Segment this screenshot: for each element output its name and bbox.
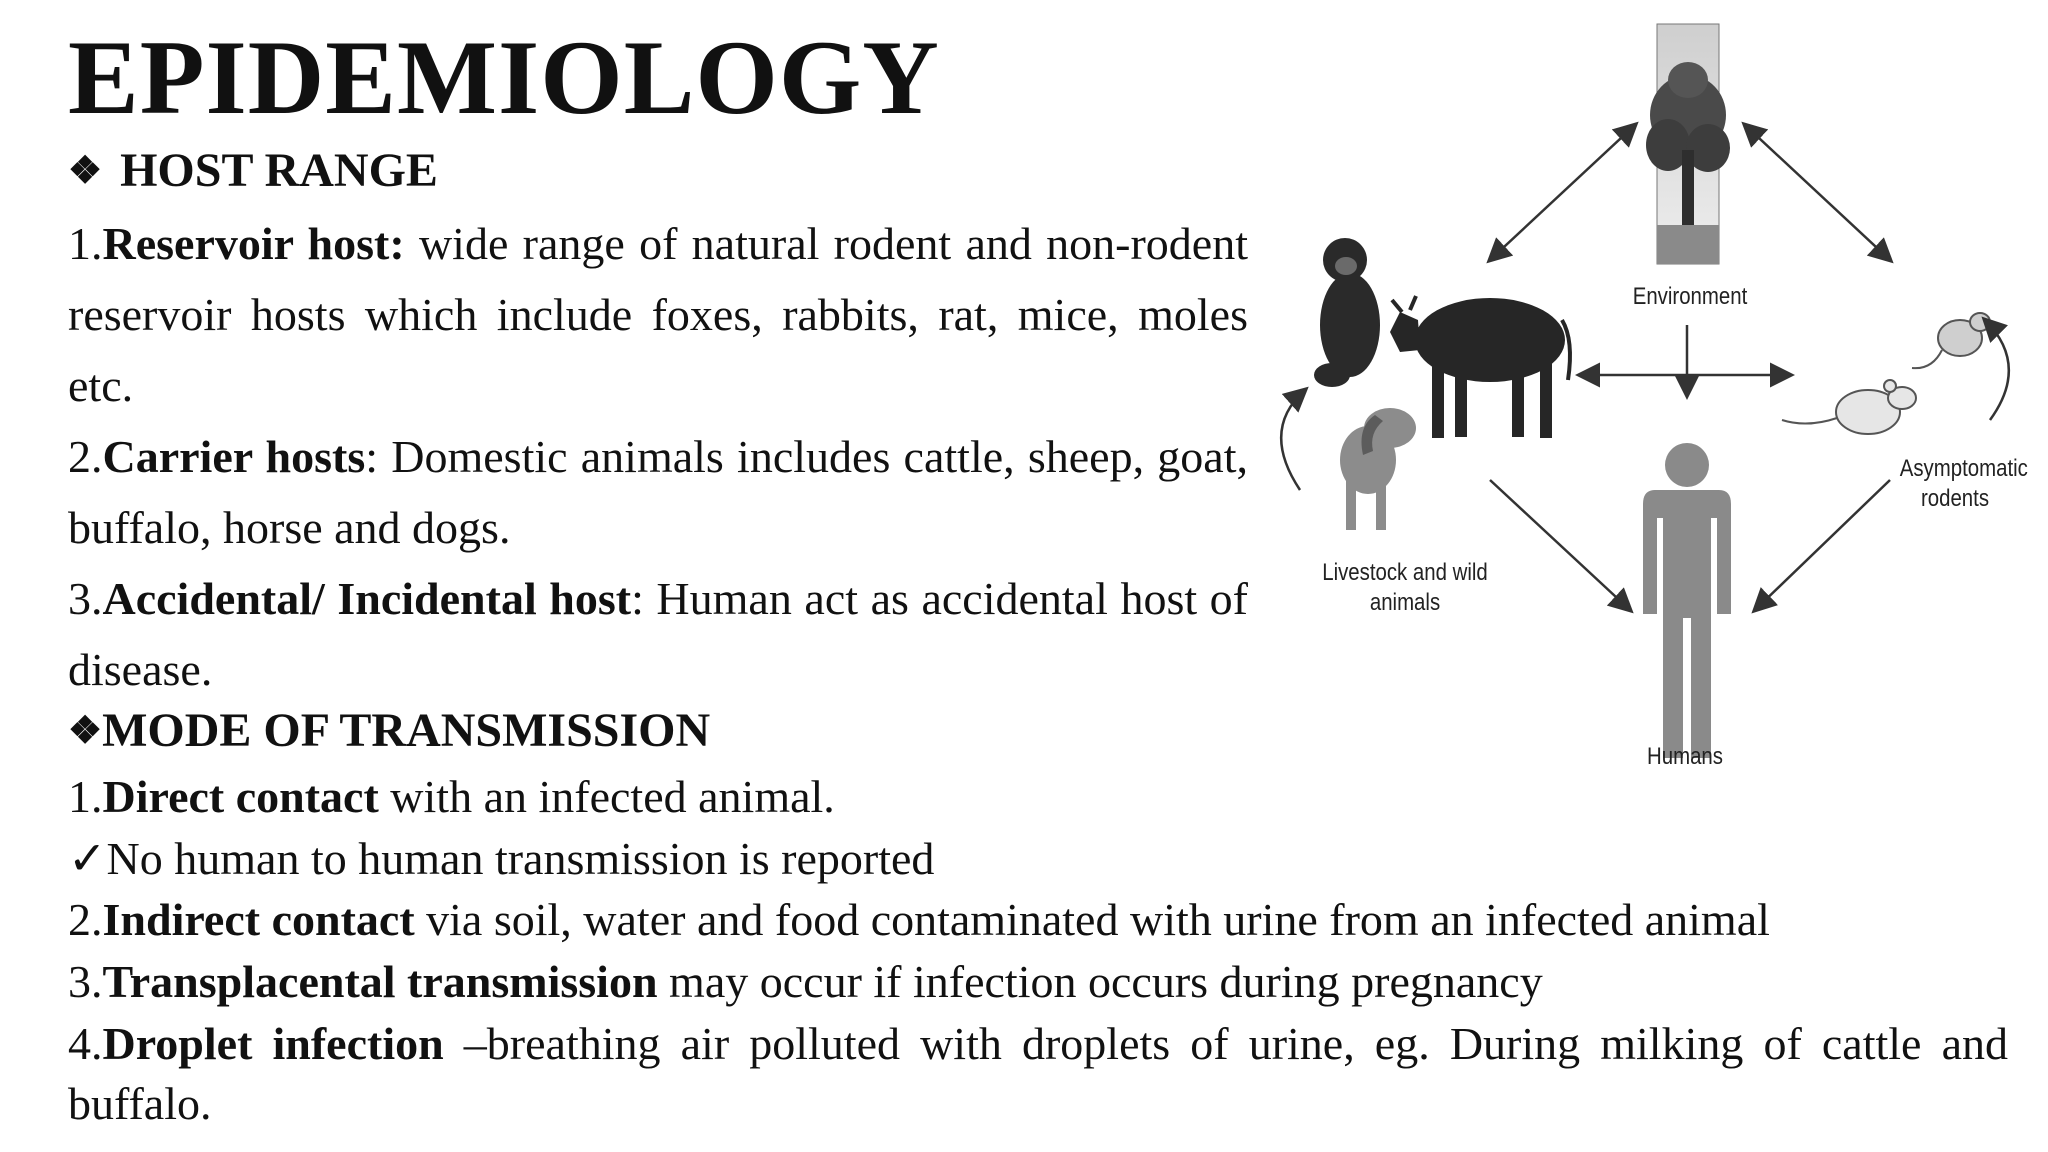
asymptomatic-rodents-label: Asymptomatic rodents bbox=[1899, 455, 2028, 512]
cow-icon bbox=[1390, 296, 1570, 438]
humans-label: Humans bbox=[1647, 743, 1723, 770]
carrier-hosts-term: Carrier hosts bbox=[102, 431, 366, 482]
host-range-heading bbox=[68, 142, 438, 200]
transmission-heading-text: MODE OF TRANSMISSION bbox=[102, 704, 711, 757]
indirect-contact-term: Indirect contact bbox=[102, 894, 415, 945]
rodent-icon bbox=[1782, 313, 1990, 434]
indirect-contact-item: 2.Indirect contact via soil, water and food contaminated with urine from an infected animal bbox=[68, 894, 1770, 945]
direct-contact-item: 1.Direct contact with an infected animal. bbox=[68, 771, 835, 822]
accidental-host-term: Accidental/ Incidental host bbox=[102, 573, 632, 624]
environment-label: Environment bbox=[1632, 283, 1748, 310]
droplet-infection-term: Droplet infection bbox=[102, 1018, 444, 1069]
accidental-host-item: 3.Accidental/ Incidental host: Human act as accidental host of disease. bbox=[68, 573, 1249, 695]
reservoir-host-text: wide range of natural rodent and non-rodent reservoir hosts which include foxes, rabbits, rat, mice, moles etc. bbox=[68, 218, 1249, 411]
transmission-cycle-diagram bbox=[1250, 20, 2030, 790]
host-range-heading-text: HOST RANGE bbox=[120, 144, 438, 197]
droplet-infection-item: 4.Droplet infection –breathing air polluted with droplets of urine, eg. During milking of cattle and buffalo. bbox=[68, 1018, 2008, 1129]
livestock-label: Livestock and wild animals bbox=[1322, 559, 1488, 616]
direct-contact-term: Direct contact bbox=[102, 771, 379, 822]
reservoir-host-term: Reservoir host: bbox=[102, 218, 405, 269]
diamond-bullet-icon: ❖ bbox=[68, 150, 103, 192]
chimpanzee-icon bbox=[1314, 238, 1380, 387]
page-title: EPIDEMIOLOGY bbox=[68, 19, 940, 136]
carrier-hosts-text: : Domestic animals includes cattle, sheep, goat, buffalo, horse and dogs. bbox=[68, 431, 1248, 553]
checkmark-icon: ✓ bbox=[68, 833, 107, 884]
human-icon bbox=[1643, 443, 1731, 758]
diamond-bullet-icon: ❖ bbox=[68, 710, 103, 752]
transmission-cycle-graphic bbox=[1250, 20, 2030, 790]
dog-icon bbox=[1340, 408, 1416, 530]
carrier-hosts-item: 2.Carrier hosts: Domestic animals includes cattle, sheep, goat, buffalo, horse and dogs. bbox=[68, 431, 1248, 553]
tree-icon bbox=[1646, 24, 1730, 264]
reservoir-host-item: 1.Reservoir host: wide range of natural rodent and non-rodent reservoir hosts which include foxes, rabbits, rat, mice, moles etc. bbox=[68, 218, 1249, 411]
transplacental-item: 3.Transplacental transmission may occur if infection occurs during pregnancy bbox=[68, 956, 1543, 1007]
accidental-host-text: : Human act as accidental host of disease. bbox=[68, 573, 1249, 695]
transplacental-term: Transplacental transmission bbox=[102, 956, 658, 1007]
no-human-transmission-note: ✓No human to human transmission is reported bbox=[68, 833, 935, 884]
transmission-heading bbox=[68, 702, 710, 760]
